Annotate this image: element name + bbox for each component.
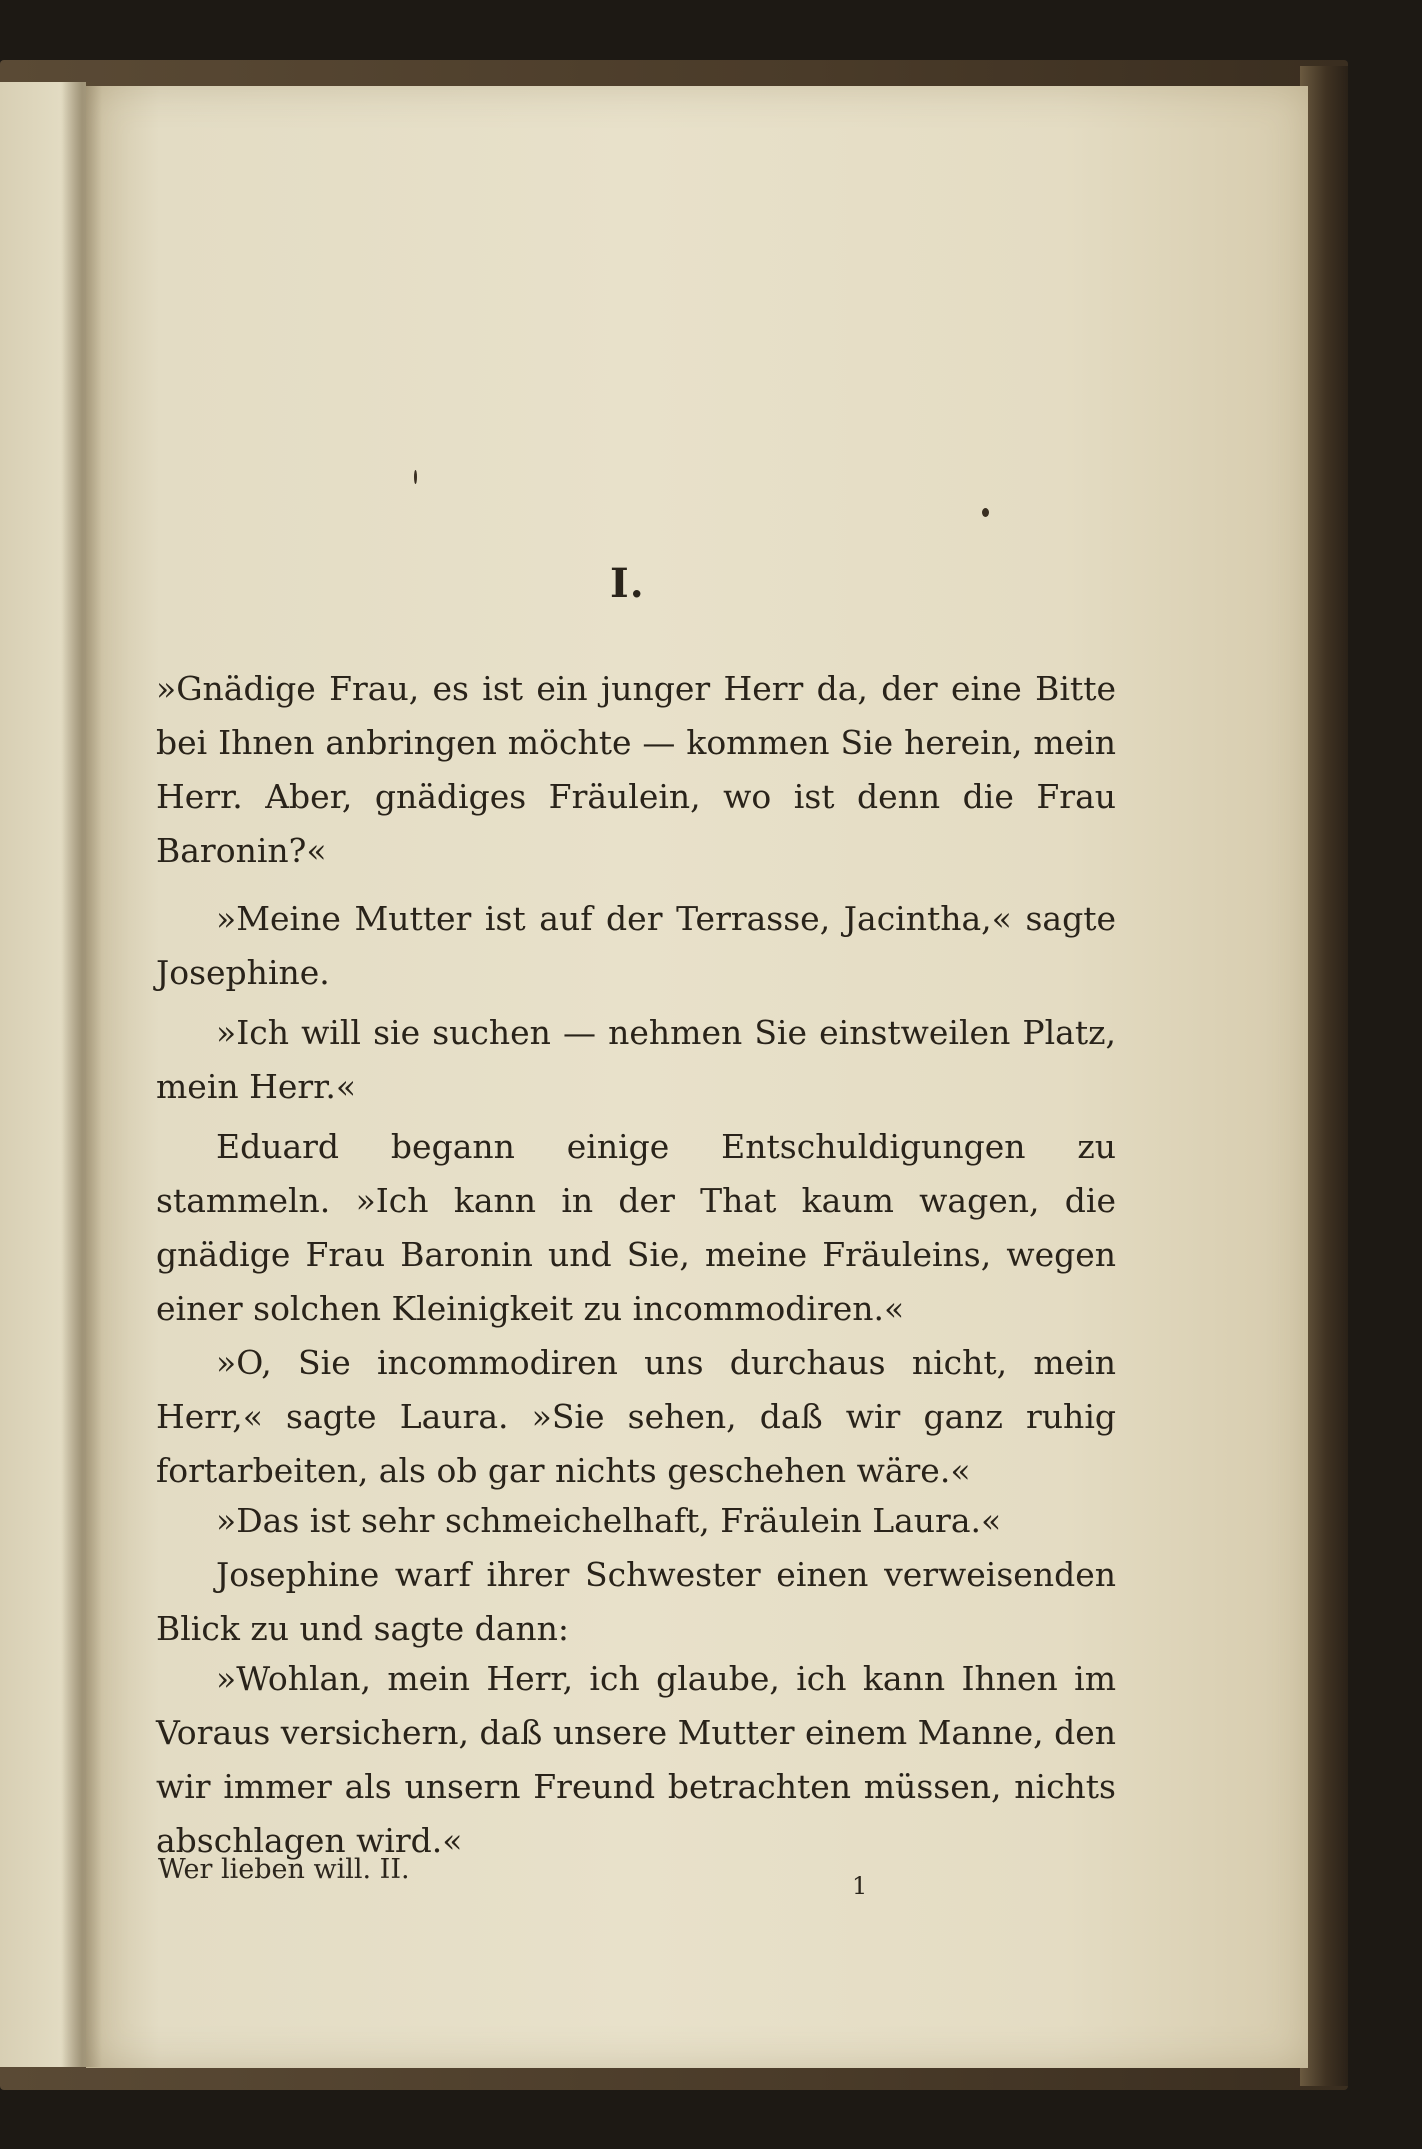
paragraph-1-text: »Gnädige Frau, es ist ein junger Herr da, der eine Bitte bei Ihnen anbringen möchte — kommen Sie herein, mein Herr. Aber, gnädiges Fräulein, wo ist denn die Frau Baronin?« xyxy=(156,669,1116,870)
gutter-shadow xyxy=(62,82,102,2067)
paragraph-8-text: »Wohlan, mein Herr, ich glaube, ich kann Ihnen im Voraus versichern, daß unsere Mutter einem Manne, den wir immer als unsern Freund betrachten müssen, nichts abschlagen wird.« xyxy=(156,1659,1116,1860)
paragraph-6-text: »Das ist sehr schmeichelhaft, Fräulein Laura.« xyxy=(216,1501,1002,1540)
paragraph-3 xyxy=(156,1006,1116,1114)
paragraph-1 xyxy=(156,662,1116,878)
paragraph-8 xyxy=(156,1652,1116,1868)
paragraph-7 xyxy=(156,1548,1116,1656)
paragraph-2-text: »Meine Mutter ist auf der Terrasse, Jacintha,« sagte Josephine. xyxy=(156,899,1116,992)
paragraph-6 xyxy=(156,1494,1116,1548)
paper-speck xyxy=(982,508,989,517)
paragraph-2 xyxy=(156,892,1116,1000)
paper-speck xyxy=(414,470,417,484)
page-number: 1 xyxy=(852,1872,868,1900)
paragraph-7-text: Josephine warf ihrer Schwester einen verweisenden Blick zu und sagte dann: xyxy=(156,1555,1116,1648)
paragraph-4-text: Eduard begann einige Entschuldigungen zu stammeln. »Ich kann in der That kaum wagen, die gnädige Frau Baronin und Sie, meine Fräuleins, wegen einer solchen Kleinigkeit zu incommodiren.« xyxy=(156,1127,1116,1328)
paragraph-5 xyxy=(156,1336,1116,1498)
signature-mark: Wer lieben will. II. xyxy=(158,1854,410,1885)
paragraph-4 xyxy=(156,1120,1116,1336)
paragraph-5-text: »O, Sie incommodiren uns durchaus nicht, mein Herr,« sagte Laura. »Sie sehen, daß wir ganz ruhig fortarbeiten, als ob gar nichts geschehen wäre.« xyxy=(156,1343,1116,1490)
chapter-heading: I. xyxy=(610,560,645,607)
paragraph-3-text: »Ich will sie suchen — nehmen Sie einstweilen Platz, mein Herr.« xyxy=(156,1013,1116,1106)
